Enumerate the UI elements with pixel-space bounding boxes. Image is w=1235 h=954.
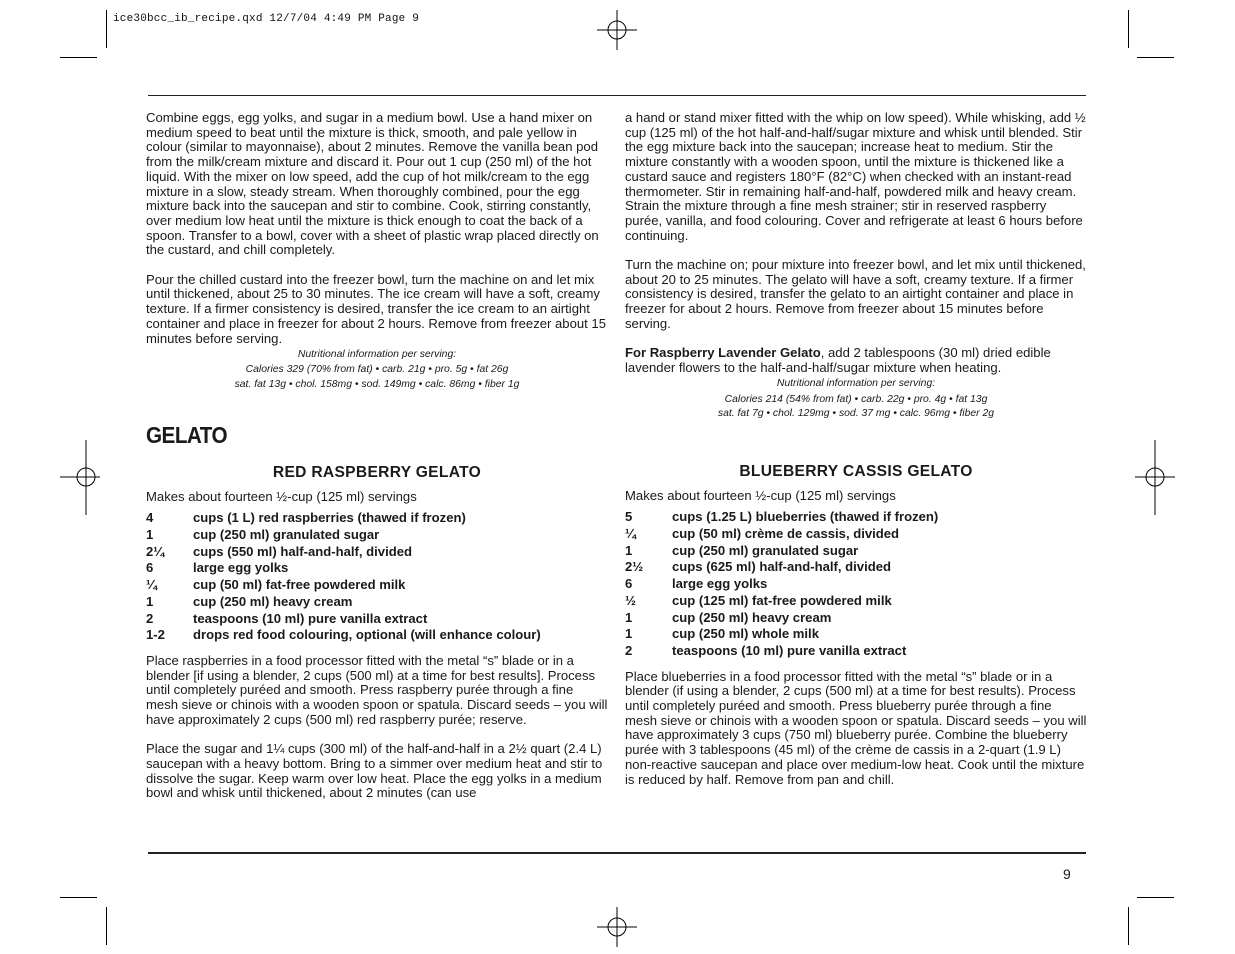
- servings-note: Makes about fourteen ½-cup (125 ml) servings: [146, 488, 417, 504]
- nutrition-heading: Nutritional information per serving:: [297, 348, 457, 360]
- ingredient-qty: 1-2: [146, 627, 165, 643]
- ingredient-qty: 6: [146, 560, 154, 576]
- ingredient-qty: 1: [146, 593, 154, 609]
- ingredient-qty: 6: [625, 576, 633, 592]
- method-paragraph: Place raspberries in a food processor fitted with the metal “s” blade or in a blender [if using a blender, 2 cups (500 ml) at a time for best results]. Process until completely puréed and smooth. Press raspberry purée through a fine mesh sieve or chinois with a wooden spoon or spatula. Discard seeds – you will have approximately 2 cups (500 ml) red raspberry purée; reserve.: [146, 652, 608, 727]
- recipe-title: RED RASPBERRY GELATO: [272, 464, 482, 481]
- ingredient-list: [146, 510, 608, 644]
- ingredient-text: cup (50 ml) fat-free powdered milk: [193, 577, 406, 593]
- intro-paragraph: Combine eggs, egg yolks, and sugar in a medium bowl. Use a hand mixer on medium speed to beat until the mixture is thick, smooth, and pale yellow in colour (similar to mayonnaise), about 2 minutes. Remove the vanilla bean pod from the milk/cream mixture and discard it. Pour out 1 cup (250 ml) of the hot liquid. With the mixer on low speed, add the cup of hot milk/cream to the egg mixture in a slow, steady stream. When thoroughly combined, pour the egg mixture back into the saucepan and stir to combine. Cook, stirring constantly, over medium low heat until the mixture is thick enough to coat the back of a spoon. Transfer to a bowl, cover with a sheet of plastic wrap placed directly on the custard, and chill completely.: [146, 110, 599, 258]
- ingredient-row: [625, 543, 1087, 560]
- registration-mark-left: [60, 440, 100, 515]
- registration-mark-bottom: [597, 907, 637, 947]
- ingredient-row: [146, 510, 608, 527]
- ingredient-row: [625, 626, 1087, 643]
- ingredient-qty: 4: [146, 510, 154, 526]
- ingredient-row: [625, 643, 1087, 660]
- print-slug: ice30bcc_ib_recipe.qxd 12/7/04 4:49 PM Page 9: [113, 13, 420, 25]
- intro-paragraph: a hand or stand mixer fitted with the whip on low speed). While whisking, add ½ cup (125 ml) of the hot half-and-half/sugar mixture and whisk until blended. Stir the egg mixture back into the saucepan; increase heat to medium. Stir the mixture constantly with a wooden spoon, until the mixture is thickened like a custard sauce and registers 180°F (82°C) when checked with an instant-read thermometer. Stir in remaining half-and-half, powdered milk and heavy cream. Strain the mixture through a fine mesh strainer; stir in reserved raspberry purée, vanilla, and food colouring. Cover and refrigerate at least 6 hours before continuing.: [625, 110, 1086, 243]
- footer-rule: [148, 852, 1086, 854]
- page-number: 9: [1063, 866, 1071, 882]
- ingredient-text: teaspoons (10 ml) pure vanilla extract: [193, 610, 428, 626]
- ingredient-text: cup (250 ml) granulated sugar: [672, 542, 859, 558]
- ingredient-text: cups (1.25 L) blueberries (thawed if frozen): [672, 509, 939, 525]
- section-title: GELATO: [146, 422, 228, 448]
- ingredient-qty: 2½: [625, 559, 644, 575]
- nutrition-line: sat. fat 7g • chol. 129mg • sod. 37 mg • calc. 96mg • fiber 2g: [717, 407, 995, 419]
- ingredient-list: [625, 509, 1087, 659]
- ingredient-row: [625, 610, 1087, 627]
- nutrition-line: Calories 214 (54% from fat) • carb. 22g • pro. 4g • fat 13g: [724, 393, 988, 405]
- ingredient-text: cup (250 ml) granulated sugar: [193, 527, 380, 543]
- ingredient-text: cup (125 ml) fat-free powdered milk: [672, 592, 892, 608]
- nutrition-heading: Nutritional information per serving:: [776, 378, 936, 390]
- ingredient-row: [146, 611, 608, 628]
- ingredient-text: cup (250 ml) heavy cream: [193, 593, 353, 609]
- intro-paragraph: Turn the machine on; pour mixture into freezer bowl, and let mix until thickened, about 20 to 25 minutes. The gelato will have a soft, creamy texture. If a firmer consistency is desired, transfer the gelato to an airtight container and place in freezer for about 2 hours. Remove from freezer about 15 minutes before serving.: [625, 257, 1086, 331]
- ingredient-qty: 2: [625, 642, 633, 658]
- ingredient-qty: 5: [625, 509, 633, 525]
- ingredient-text: large egg yolks: [672, 576, 768, 592]
- ingredient-qty: 1: [625, 626, 633, 642]
- ingredient-row: [625, 559, 1087, 576]
- ingredient-qty: 2: [146, 610, 154, 626]
- variation-label: For Raspberry Lavender Gelato: [625, 345, 821, 361]
- intro-paragraph: Pour the chilled custard into the freezer bowl, turn the machine on and let mix until thickened, about 25 to 30 minutes. The ice cream will have a soft, creamy texture. If a firmer consistency is desired, transfer the ice cream to an airtight container and place in freezer for about 2 hours. Remove from freezer about 15 minutes before serving.: [146, 271, 606, 346]
- ingredient-qty: ¼: [146, 577, 157, 593]
- ingredient-row: [146, 544, 608, 561]
- ingredient-text: cups (625 ml) half-and-half, divided: [672, 559, 891, 575]
- registration-mark-top: [597, 10, 637, 50]
- ingredient-text: cup (50 ml) crème de cassis, divided: [672, 526, 900, 542]
- header-rule: [148, 95, 1086, 96]
- ingredient-qty: ¼: [625, 526, 636, 542]
- ingredient-text: cups (1 L) red raspberries (thawed if frozen): [193, 510, 466, 526]
- left-column: [146, 111, 608, 392]
- ingredient-qty: 2¼: [146, 543, 165, 559]
- ingredient-row: [146, 527, 608, 544]
- ingredient-row: [625, 526, 1087, 543]
- ingredient-qty: 1: [625, 542, 633, 558]
- ingredient-row: [146, 577, 608, 594]
- ingredient-text: teaspoons (10 ml) pure vanilla extract: [672, 642, 907, 658]
- ingredient-row: [146, 627, 608, 644]
- nutrition-info: [146, 348, 608, 392]
- ingredient-row: [146, 560, 608, 577]
- nutrition-info: [625, 377, 1087, 421]
- method-paragraph: Place the sugar and 1¼ cups (300 ml) of the half-and-half in a 2½ quart (2.4 L) saucepan with a heavy bottom. Bring to a simmer over medium heat and stir to dissolve the sugar. Keep warm over low heat. Place the egg yolks in a medium bowl and whisk until thickened, about 2 minutes (can use: [146, 741, 603, 801]
- nutrition-line: sat. fat 13g • chol. 158mg • sod. 149mg • calc. 86mg • fiber 1g: [234, 378, 520, 390]
- right-recipe: [625, 465, 1087, 802]
- ingredient-row: [625, 593, 1087, 610]
- registration-mark-right: [1135, 440, 1175, 515]
- variation-text: , add 2 tablespoons (30 ml) dried edible lavender flowers to the half-and-half/sugar mixture when heating.: [625, 345, 1051, 375]
- variation-note: [625, 346, 1087, 375]
- left-recipe: [146, 466, 608, 816]
- nutrition-line: Calories 329 (70% from fat) • carb. 21g • pro. 5g • fat 26g: [245, 364, 509, 376]
- recipe-title: BLUEBERRY CASSIS GELATO: [739, 463, 973, 480]
- ingredient-qty: ½: [625, 592, 636, 608]
- ingredient-text: large egg yolks: [193, 560, 289, 576]
- method-paragraph: Place blueberries in a food processor fitted with the metal “s” blade or in a blender (if using a blender, 2 cups (500 ml) at a time for best results). Process until completely puréed and smooth. Press blueberry purée through a fine mesh sieve or chinois with a wooden spoon or spatula. Discard seeds – you will have approximately 3 cups (750 ml) blueberry purée. Combine the blueberry purée with 3 tablespoons (45 ml) of the crème de cassis in a 2-quart (1.9 L) non-reactive saucepan and place over medium-low heat. Cook until the mixture is reduced by half. Remove from pan and chill.: [625, 668, 1087, 787]
- ingredient-text: cup (250 ml) heavy cream: [672, 609, 832, 625]
- ingredient-row: [146, 594, 608, 611]
- ingredient-qty: 1: [625, 609, 633, 625]
- ingredient-text: drops red food colouring, optional (will enhance colour): [193, 627, 541, 643]
- servings-note: Makes about fourteen ½-cup (125 ml) servings: [625, 487, 896, 503]
- ingredient-text: cups (550 ml) half-and-half, divided: [193, 543, 412, 559]
- ingredient-qty: 1: [146, 527, 154, 543]
- ingredient-row: [625, 509, 1087, 526]
- ingredient-text: cup (250 ml) whole milk: [672, 626, 819, 642]
- ingredient-row: [625, 576, 1087, 593]
- right-column: [625, 111, 1087, 421]
